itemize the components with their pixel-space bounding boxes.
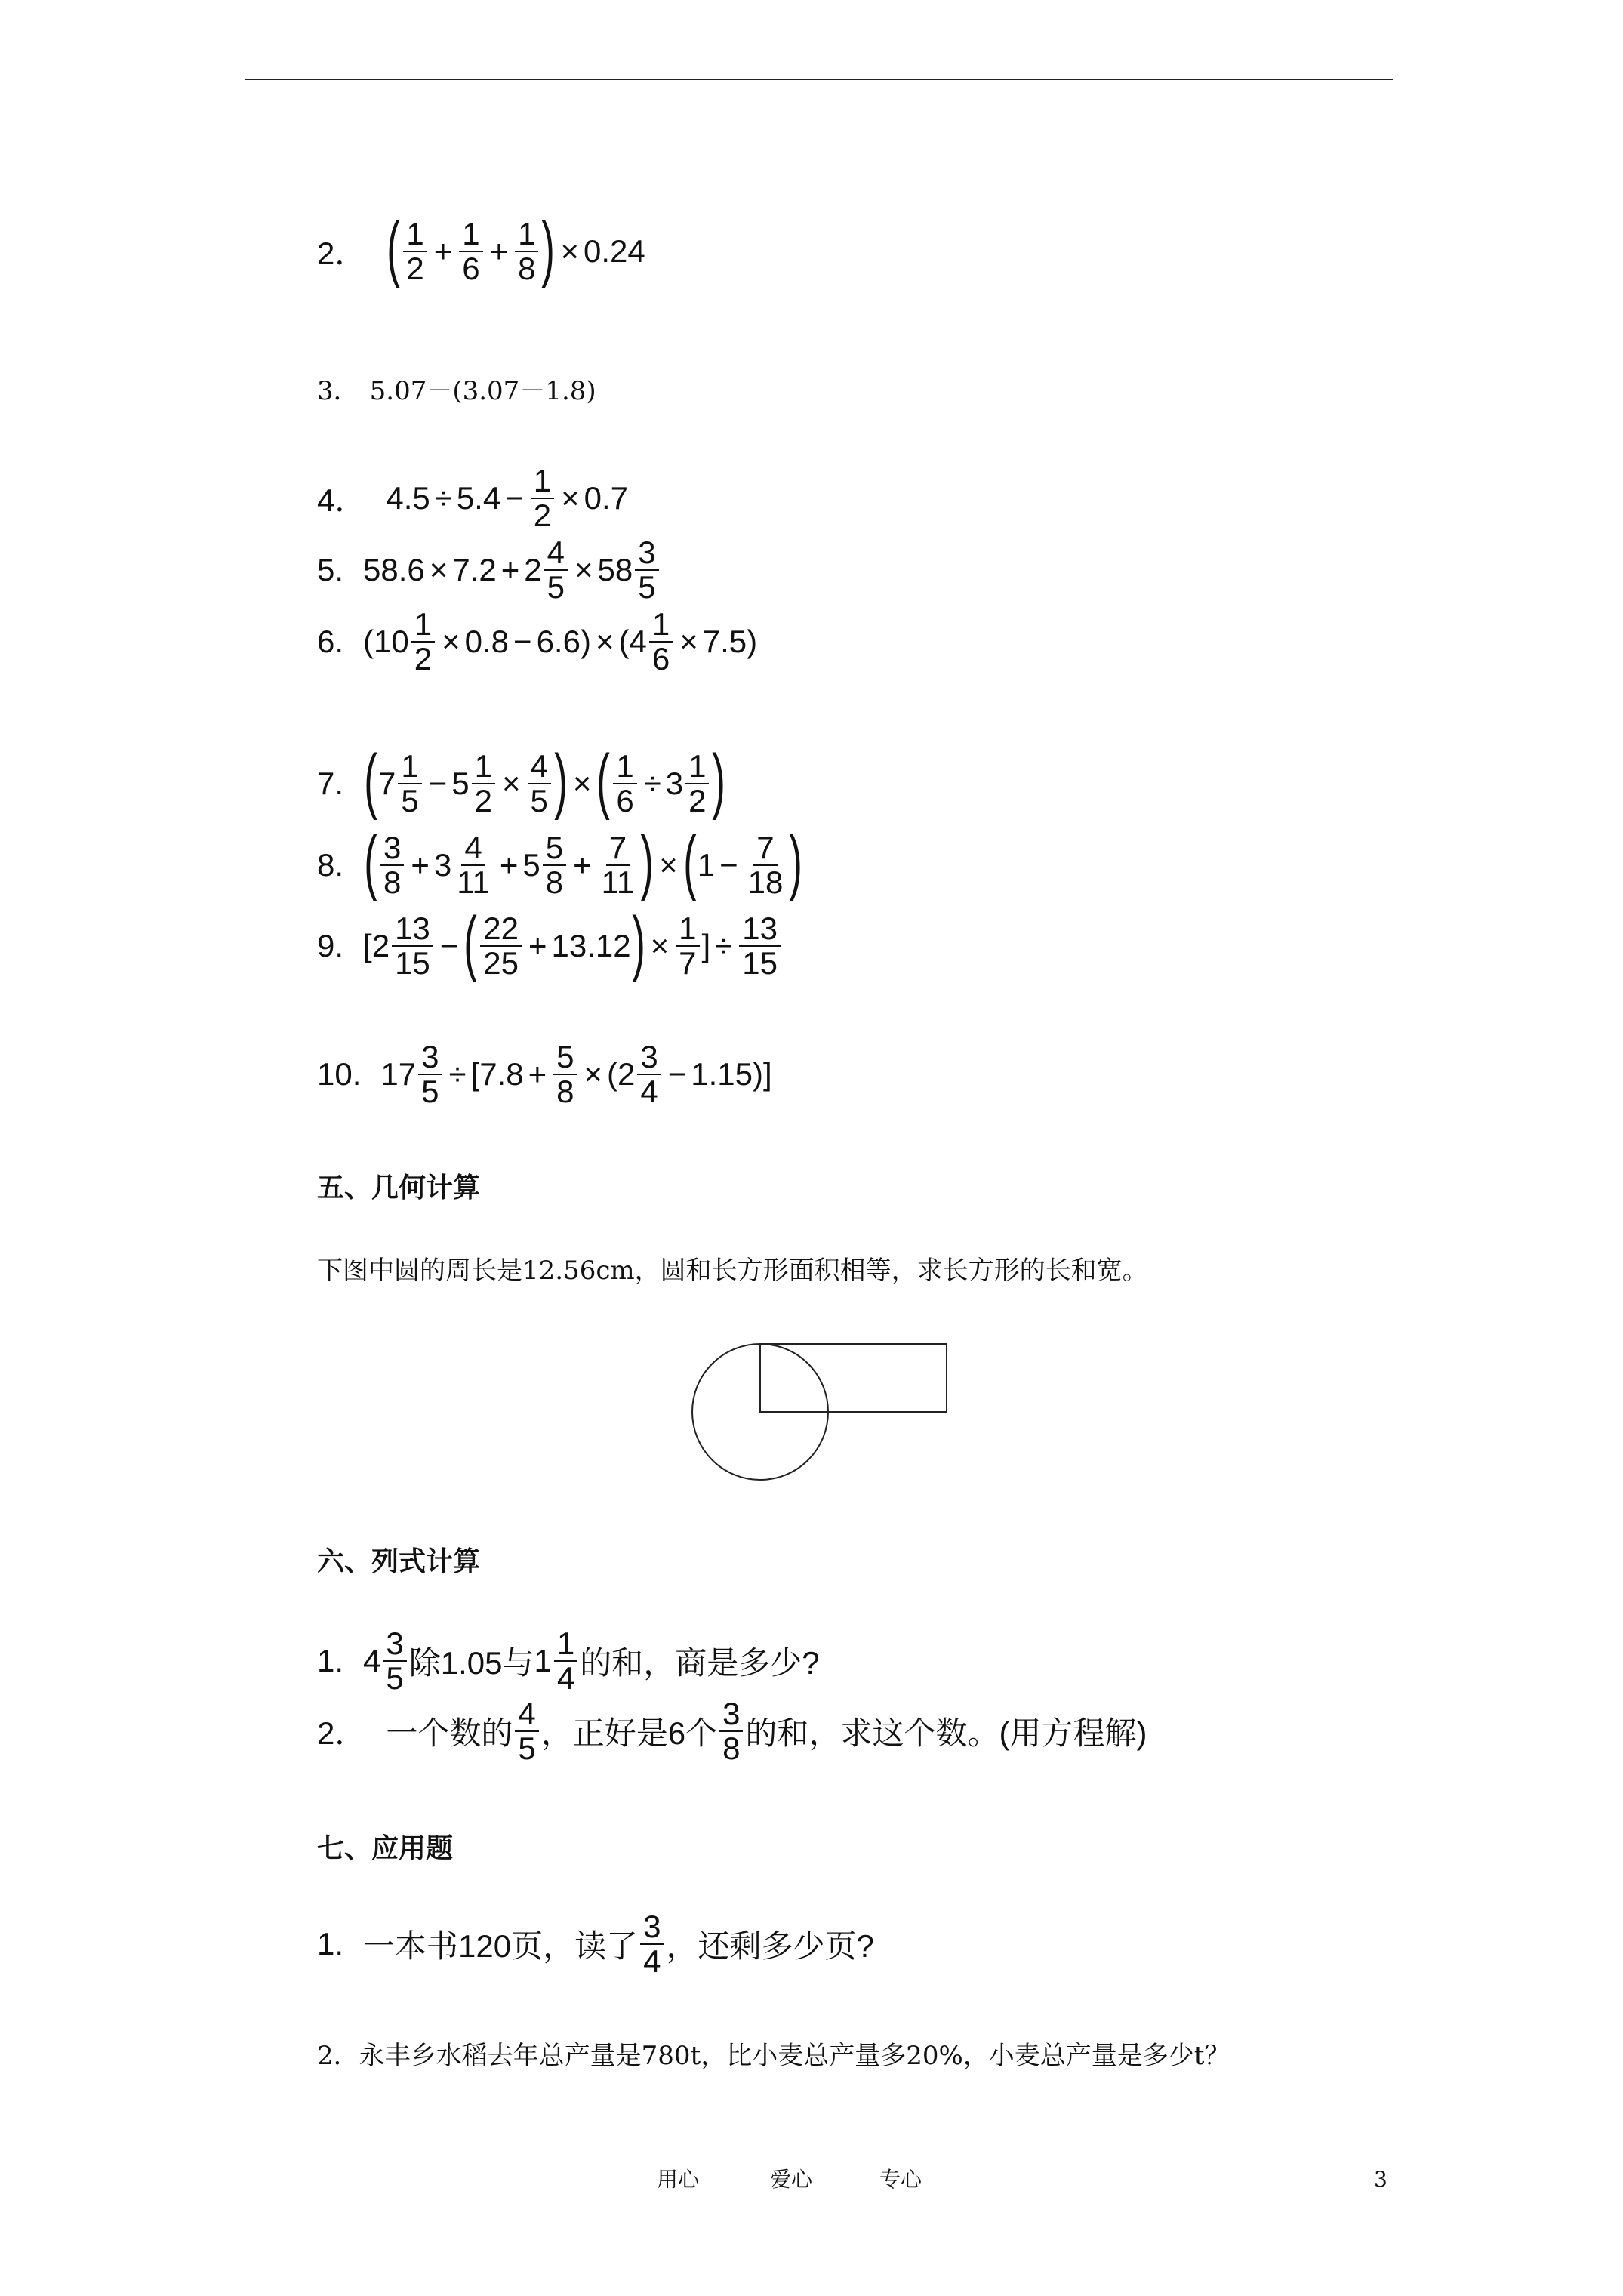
- footer-text-3: 专心: [879, 2167, 922, 2192]
- section-7-question-2: 2．永丰乡水稻去年总产量是780t，比小麦总产量多20%，小麦总产量是多少t？: [317, 2041, 1230, 2071]
- section-6-title: 六、列式计算: [317, 1546, 481, 1577]
- page-number: 3: [1374, 2167, 1387, 2192]
- circle-rectangle-figure: [679, 1329, 966, 1495]
- problem-3: 3． 5.07－(3.07－1.8): [317, 376, 596, 406]
- section-6-question-2: 2． 一个数的 $\frac{4}{5}$ ，正好是6个 $\frac{3}{8}$ 的和，求这个数。(用方程解): [317, 1696, 1147, 1767]
- section-5-title: 五、几何计算: [317, 1173, 481, 1203]
- section-6-question-1: 1. 4 $\frac{3}{5}$ 除1.05与 1 $\frac{1}{4}$ 的和，商是多少?: [317, 1626, 820, 1697]
- section-7-question-1: 1. 一本书120页，读了 $\frac{3}{4}$ ，还剩多少页?: [317, 1909, 874, 1980]
- footer-text-1: 用心: [657, 2167, 700, 2192]
- problem-5: 5. 58.6 × 7.2 + 2 $\frac{4}{5}$ × 58 $\frac{3}{5}$: [317, 536, 661, 604]
- section-5-text: 下图中圆的周长是12.56cm，圆和长方形面积相等，求长方形的长和宽。: [317, 1256, 1148, 1286]
- problem-6: 6. ( 10 $\frac{1}{2}$ × 0.8 − 6.6) × ( 4 $\frac{1}{6}$ × 7.5): [317, 606, 758, 677]
- rectangle-shape: [760, 1344, 947, 1412]
- problem-10: 10. 17 $\frac{3}{5}$ ÷ [7.8 + $\frac{5}{8}$ × ( 2 $\frac{3}{4}$ − 1.15)]: [317, 1039, 772, 1110]
- problem-9: 9. [ 2 $\frac{13}{15}$ − ( $\frac{22}{25}$ + 13.12 ) × $\frac{1}{7}$ ] ÷ $\frac{13}{15}$: [317, 910, 783, 982]
- footer-text-2: 爱心: [770, 2167, 813, 2192]
- problem-4: 4． 4.5 ÷ 5.4 − $\frac{1}{2}$ × 0.7: [317, 463, 629, 534]
- problem-2: 2． ( $\frac{1}{2}$ + $\frac{1}{6}$ + $\frac{1}{8}$ ) × 0.24: [317, 208, 645, 288]
- section-7-title: 七、应用题: [317, 1833, 454, 1864]
- header-rule: [245, 79, 1393, 80]
- problem-8: 8. ( $\frac{3}{8}$ + 3 $\frac{4}{11}$ + 5 $\frac{5}{8}$ + $\frac{7}{11}$ ) × ( 1 − $\frac{7}{18}$ ): [317, 821, 803, 902]
- problem-7: 7. ( 7 $\frac{1}{5}$ − 5 $\frac{1}{2}$ × $\frac{4}{5}$ ) × ( $\frac{1}{6}$ ÷ 3 $\frac{1}{2}$ ): [317, 740, 726, 821]
